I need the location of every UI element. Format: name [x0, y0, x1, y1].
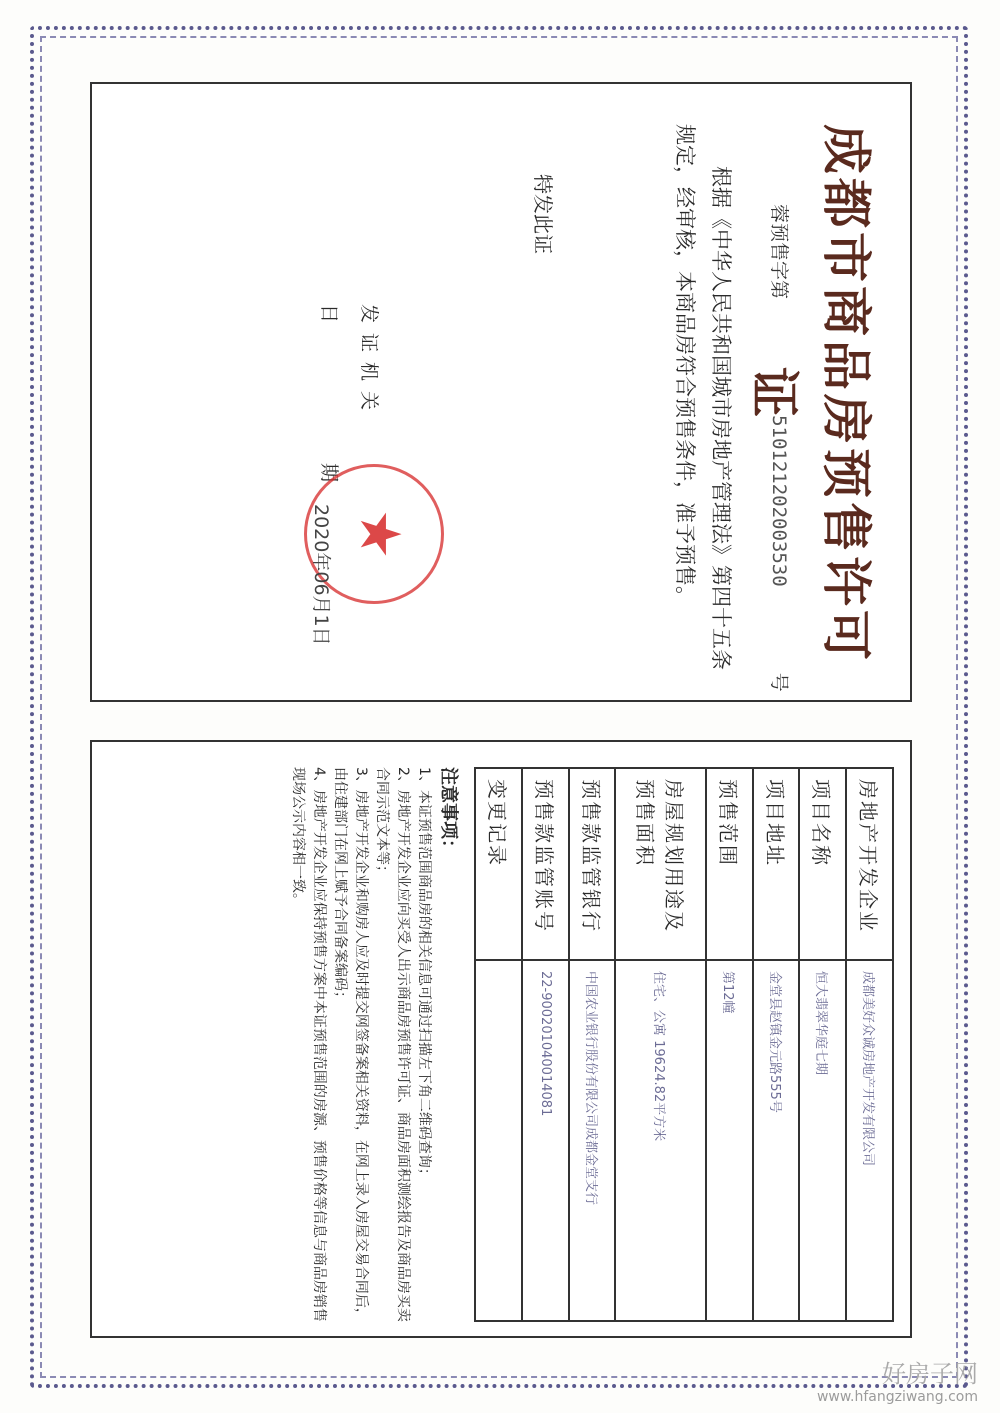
- row-label-developer: 房地产开发企业: [846, 768, 893, 960]
- row-label-supervision-bank: 预售款监管银行: [569, 768, 616, 960]
- row-label-project-name: 项目名称: [799, 768, 846, 960]
- note-item: 1、本证预售范围商品房的相关信息可通过扫描左下角二维码查询；: [416, 767, 432, 1182]
- site-watermark: [817, 1354, 978, 1405]
- notes-section: [287, 767, 459, 1327]
- permit-number-row: [767, 204, 794, 692]
- body-line-1: 根据《中华人民共和国城市房地产管理法》第四十五条: [709, 166, 733, 670]
- watermark-brand: 好房子网: [882, 1360, 978, 1388]
- permit-prefix: 蓉预售字第: [768, 204, 790, 300]
- certificate-details-content: [92, 742, 914, 1340]
- permit-suffix: 号: [768, 672, 790, 692]
- row-value-presale-scope: 第12幢: [706, 960, 753, 1321]
- body-line-2: 规定，经审核，本商品房符合预售条件，准予预售。: [673, 124, 697, 607]
- row-label-usage-area: 房屋规划用途及预售面积: [615, 768, 706, 960]
- table-row: [475, 768, 522, 1321]
- row-label-change-record: 变更记录: [475, 768, 522, 960]
- certificate-details-panel: [90, 740, 912, 1338]
- row-label-project-address: 项目地址: [753, 768, 800, 960]
- row-value-change-record: [475, 960, 522, 1321]
- row-value-supervision-bank: 中国农业银行股份有限公司成都金堂支行: [569, 960, 616, 1321]
- date-label-char-1: 日: [318, 304, 340, 324]
- table-row: [799, 768, 846, 1321]
- seal-star-icon: ★: [347, 509, 412, 560]
- table-row: [846, 768, 893, 1321]
- certificate-title: 成都市商品房预售许可证: [745, 124, 876, 664]
- notes-title: 注意事项：: [438, 767, 459, 857]
- certificate-face-content: [92, 84, 914, 704]
- date-label: [317, 304, 344, 482]
- table-row: [753, 768, 800, 1321]
- date-label-char-2: 期: [318, 463, 340, 483]
- note-item: 2、房地产开发企业应向买受人出示商品房预售许可证、商品房面积测绘报告及商品房买卖合同示范文本等；: [374, 767, 411, 1322]
- row-label-supervision-account: 预售款监管账号: [522, 768, 569, 960]
- special-issue-text: 特发此证: [531, 174, 555, 254]
- certificate-body: [667, 124, 739, 684]
- watermark-url: www.hfangziwang.com: [816, 1389, 978, 1405]
- issue-date: 2020年06月1日: [310, 504, 332, 646]
- table-row: [706, 768, 753, 1321]
- table-row: [522, 768, 569, 1321]
- row-value-project-address: 金堂县赵镇金元路555号: [753, 960, 800, 1321]
- row-value-developer: 成都美好众诚房地产开发有限公司: [846, 960, 893, 1321]
- details-table: [474, 767, 894, 1322]
- issuer-label: 发证机关: [358, 304, 380, 421]
- row-value-usage-area: 住宅、公寓 19624.82平方米: [615, 960, 706, 1321]
- row-value-supervision-account: 22-900201040014081: [522, 960, 569, 1321]
- table-row: [569, 768, 616, 1321]
- table-row: [615, 768, 706, 1321]
- note-item: 3、房地产开发企业和购房人应及时提交网签备案相关资料，在网上录入房屋交易合同后，由住建部门在网上赋予合同备案编码；: [332, 767, 369, 1322]
- row-value-project-name: 恒大翡翠华庭七期: [799, 960, 846, 1321]
- row-label-presale-scope: 预售范围: [706, 768, 753, 960]
- permit-number: 510121202003530: [768, 415, 790, 587]
- note-item: 4、房地产开发企业应保持预售方案中本证预售范围的房源、预售价格等信息与商品房销售现场公示内容相一致。: [290, 767, 327, 1322]
- certificate-face-panel: [90, 82, 912, 702]
